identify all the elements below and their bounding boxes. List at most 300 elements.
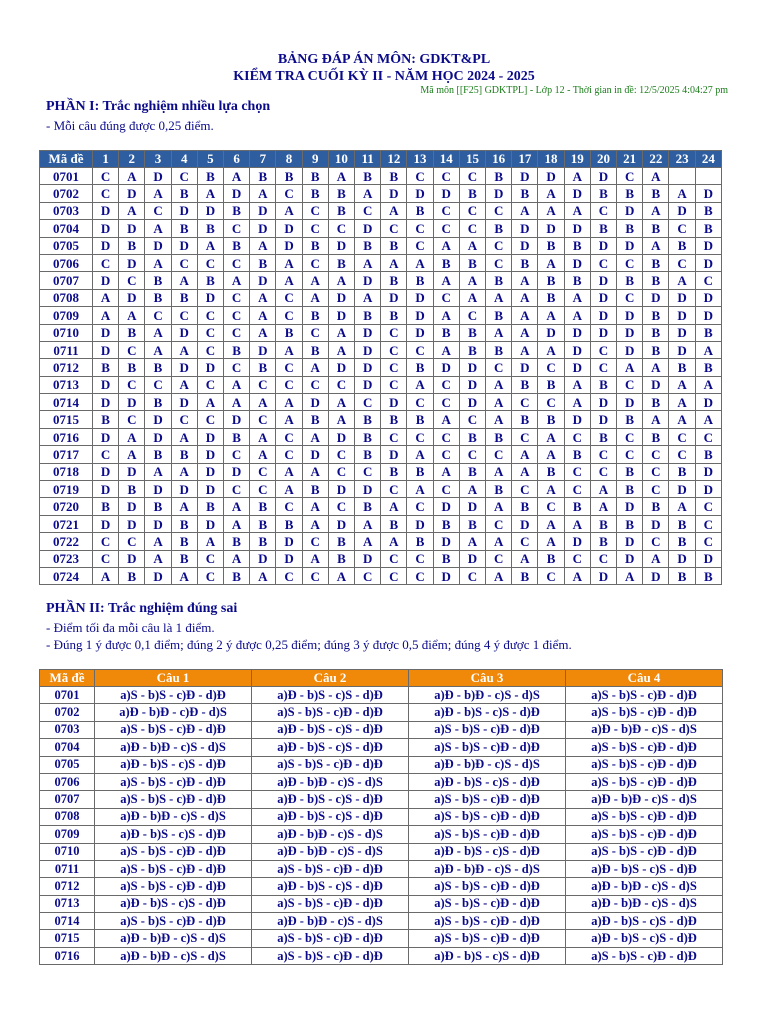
mc-answer-cell: C: [381, 481, 407, 498]
mc-answer-cell: B: [407, 359, 433, 376]
mc-answer-cell: C: [276, 307, 302, 324]
mc-answer-cell: B: [224, 428, 250, 445]
mc-answer-cell: C: [119, 341, 145, 358]
mc-answer-cell: C: [302, 202, 328, 219]
mc-answer-cell: D: [250, 550, 276, 567]
mc-answer-cell: D: [145, 515, 171, 532]
mc-answer-cell: B: [119, 481, 145, 498]
mc-answer-cell: D: [355, 359, 381, 376]
mc-answer-cell: B: [669, 237, 695, 254]
mc-answer-cell: A: [643, 411, 669, 428]
mc-answer-cell: A: [276, 341, 302, 358]
mc-answer-cell: A: [119, 307, 145, 324]
mc-answer-cell: D: [381, 394, 407, 411]
mc-question-header: 17: [512, 151, 538, 168]
mc-answer-cell: B: [459, 463, 485, 480]
mc-answer-cell: B: [590, 220, 616, 237]
tf-answer-cell: a)Đ - b)S - c)S - d)Đ: [252, 808, 409, 825]
mc-answer-cell: B: [433, 324, 459, 341]
exam-meta: Mã môn [[F25] GDKTPL] - Lớp 12 - Thời gian in đề: 12/5/2025 4:04:27 pm: [420, 85, 728, 96]
mc-answer-cell: A: [197, 237, 223, 254]
mc-answer-cell: D: [459, 550, 485, 567]
mc-answer-cell: D: [512, 515, 538, 532]
mc-answer-cell: A: [459, 272, 485, 289]
mc-answer-cell: D: [695, 394, 721, 411]
mc-answer-cell: A: [276, 394, 302, 411]
mc-answer-cell: B: [459, 254, 485, 271]
mc-answer-cell: C: [197, 341, 223, 358]
mc-table-row: [40, 498, 722, 515]
mc-answer-cell: A: [276, 202, 302, 219]
mc-answer-cell: C: [407, 341, 433, 358]
mc-answer-cell: B: [459, 185, 485, 202]
mc-table-row: [40, 411, 722, 428]
mc-answer-cell: A: [224, 376, 250, 393]
mc-answer-cell: B: [538, 411, 564, 428]
mc-answer-cell: B: [328, 185, 354, 202]
mc-answer-cell: D: [93, 237, 119, 254]
tf-answer-cell: a)Đ - b)S - c)S - d)Đ: [409, 704, 566, 721]
tf-answer-cell: a)S - b)S - c)Đ - d)Đ: [95, 913, 252, 930]
mc-exam-code: 0720: [40, 498, 93, 515]
mc-answer-cell: A: [643, 359, 669, 376]
mc-answer-cell: D: [617, 324, 643, 341]
tf-answer-cell: a)S - b)S - c)Đ - d)Đ: [566, 704, 723, 721]
mc-answer-cell: C: [93, 185, 119, 202]
mc-answer-cell: D: [459, 394, 485, 411]
mc-answer-cell: D: [695, 254, 721, 271]
mc-answer-cell: A: [433, 341, 459, 358]
mc-answer-cell: D: [145, 411, 171, 428]
mc-answer-cell: A: [433, 463, 459, 480]
mc-answer-cell: D: [695, 463, 721, 480]
tf-exam-code: 0701: [40, 687, 95, 704]
tf-exam-code: 0713: [40, 895, 95, 912]
mc-answer-cell: B: [617, 220, 643, 237]
mc-question-header: 16: [486, 151, 512, 168]
tf-answer-cell: a)Đ - b)S - c)S - d)Đ: [95, 826, 252, 843]
mc-answer-cell: B: [276, 168, 302, 185]
mc-answer-cell: B: [302, 481, 328, 498]
mc-answer-cell: B: [355, 307, 381, 324]
mc-exam-code: 0713: [40, 376, 93, 393]
mc-answer-cell: C: [381, 428, 407, 445]
mc-answer-cell: B: [459, 341, 485, 358]
tf-answer-cell: a)S - b)S - c)Đ - d)Đ: [409, 808, 566, 825]
mc-answer-cell: A: [564, 168, 590, 185]
tf-answer-cell: a)Đ - b)Đ - c)S - d)S: [409, 860, 566, 877]
mc-answer-cell: B: [695, 324, 721, 341]
mc-answer-cell: A: [433, 237, 459, 254]
tf-answer-cell: a)Đ - b)Đ - c)S - d)S: [252, 913, 409, 930]
mc-answer-cell: C: [276, 185, 302, 202]
tf-answer-cell: a)S - b)S - c)Đ - d)Đ: [566, 826, 723, 843]
mc-answer-cell: C: [381, 567, 407, 584]
tf-exam-code: 0707: [40, 791, 95, 808]
mc-table-row: [40, 272, 722, 289]
mc-answer-cell: A: [381, 202, 407, 219]
part2-note-scoring: - Đúng 1 ý được 0,1 điểm; đúng 2 ý được 0,25 điểm; đúng 3 ý được 0,5 điểm; đúng 4 ý được 1 điểm.: [46, 637, 572, 652]
mc-answer-cell: D: [171, 324, 197, 341]
mc-answer-cell: C: [695, 498, 721, 515]
mc-answer-cell: B: [433, 515, 459, 532]
mc-answer-cell: C: [381, 376, 407, 393]
mc-answer-cell: C: [224, 220, 250, 237]
mc-answer-cell: D: [617, 533, 643, 550]
mc-answer-cell: C: [381, 341, 407, 358]
tf-table-row: [40, 930, 723, 947]
mc-answer-cell: C: [171, 411, 197, 428]
mc-answer-cell: D: [564, 254, 590, 271]
mc-answer-cell: A: [355, 533, 381, 550]
tf-table-row: [40, 773, 723, 790]
multiple-choice-answer-table: [39, 150, 722, 585]
mc-answer-cell: D: [590, 567, 616, 584]
mc-answer-cell: C: [590, 254, 616, 271]
mc-answer-cell: A: [564, 307, 590, 324]
mc-answer-cell: D: [276, 237, 302, 254]
tf-answer-cell: a)S - b)S - c)Đ - d)Đ: [252, 947, 409, 964]
mc-answer-cell: B: [512, 411, 538, 428]
mc-answer-cell: B: [486, 272, 512, 289]
mc-answer-cell: B: [512, 498, 538, 515]
mc-exam-code: 0714: [40, 394, 93, 411]
mc-answer-cell: D: [695, 481, 721, 498]
mc-table-row: [40, 394, 722, 411]
mc-answer-cell: B: [617, 515, 643, 532]
mc-answer-cell: B: [171, 289, 197, 306]
tf-exam-code: 0704: [40, 739, 95, 756]
mc-answer-cell: D: [512, 359, 538, 376]
mc-answer-cell: A: [224, 394, 250, 411]
mc-answer-cell: C: [564, 428, 590, 445]
mc-answer-cell: C: [328, 220, 354, 237]
mc-exam-code: 0719: [40, 481, 93, 498]
mc-table-row: [40, 567, 722, 584]
mc-answer-cell: A: [197, 394, 223, 411]
mc-answer-cell: D: [512, 220, 538, 237]
mc-answer-cell: D: [93, 428, 119, 445]
mc-answer-cell: A: [486, 567, 512, 584]
tf-answer-cell: a)S - b)S - c)Đ - d)Đ: [409, 930, 566, 947]
mc-answer-cell: B: [669, 567, 695, 584]
tf-table-row: [40, 913, 723, 930]
tf-table-row: [40, 791, 723, 808]
mc-answer-cell: D: [119, 463, 145, 480]
mc-answer-cell: A: [171, 341, 197, 358]
mc-answer-cell: C: [328, 463, 354, 480]
mc-answer-cell: A: [538, 254, 564, 271]
mc-answer-cell: D: [669, 341, 695, 358]
mc-answer-cell: C: [355, 463, 381, 480]
mc-answer-cell: C: [590, 446, 616, 463]
mc-answer-cell: A: [512, 272, 538, 289]
mc-answer-cell: A: [538, 428, 564, 445]
tf-answer-cell: a)Đ - b)Đ - c)S - d)S: [566, 878, 723, 895]
tf-answer-cell: a)Đ - b)S - c)S - d)Đ: [409, 843, 566, 860]
mc-answer-cell: A: [93, 307, 119, 324]
mc-answer-cell: B: [512, 254, 538, 271]
mc-answer-cell: D: [643, 567, 669, 584]
mc-answer-cell: B: [669, 533, 695, 550]
mc-answer-cell: [669, 168, 695, 185]
tf-table-row: [40, 808, 723, 825]
mc-answer-cell: D: [302, 394, 328, 411]
mc-answer-cell: B: [512, 567, 538, 584]
part2-title: PHẦN II: Trắc nghiệm đúng sai: [46, 601, 238, 616]
mc-answer-cell: A: [643, 237, 669, 254]
mc-answer-cell: C: [433, 289, 459, 306]
mc-answer-cell: B: [171, 515, 197, 532]
mc-answer-cell: C: [669, 254, 695, 271]
mc-question-header: 7: [250, 151, 276, 168]
mc-header-row: [40, 151, 722, 168]
mc-answer-cell: D: [197, 515, 223, 532]
mc-answer-cell: D: [590, 324, 616, 341]
mc-question-header: 8: [276, 151, 302, 168]
mc-answer-cell: D: [171, 359, 197, 376]
mc-answer-cell: B: [695, 359, 721, 376]
mc-question-header: 21: [617, 151, 643, 168]
mc-answer-cell: D: [302, 446, 328, 463]
mc-answer-cell: B: [407, 533, 433, 550]
mc-answer-cell: C: [197, 567, 223, 584]
mc-answer-cell: C: [276, 446, 302, 463]
mc-answer-cell: A: [93, 567, 119, 584]
mc-answer-cell: B: [643, 220, 669, 237]
mc-answer-cell: A: [224, 272, 250, 289]
tf-answer-cell: a)S - b)S - c)Đ - d)Đ: [566, 739, 723, 756]
mc-answer-cell: A: [276, 254, 302, 271]
tf-exam-code: 0703: [40, 721, 95, 738]
mc-answer-cell: A: [512, 324, 538, 341]
mc-answer-cell: A: [433, 411, 459, 428]
mc-answer-cell: A: [669, 272, 695, 289]
tf-answer-cell: a)S - b)S - c)Đ - d)Đ: [252, 704, 409, 721]
mc-answer-cell: C: [93, 446, 119, 463]
mc-question-header: 23: [669, 151, 695, 168]
mc-answer-cell: D: [459, 359, 485, 376]
mc-answer-cell: B: [695, 446, 721, 463]
mc-answer-cell: C: [617, 446, 643, 463]
tf-answer-cell: a)Đ - b)Đ - c)S - d)S: [95, 739, 252, 756]
mc-answer-cell: B: [171, 185, 197, 202]
mc-answer-cell: B: [355, 237, 381, 254]
mc-answer-cell: D: [564, 533, 590, 550]
mc-answer-cell: C: [433, 394, 459, 411]
mc-answer-cell: A: [145, 550, 171, 567]
mc-question-header: 11: [355, 151, 381, 168]
mc-answer-cell: C: [459, 220, 485, 237]
mc-answer-cell: D: [564, 411, 590, 428]
mc-answer-cell: D: [250, 202, 276, 219]
mc-answer-cell: A: [328, 567, 354, 584]
mc-answer-cell: D: [512, 168, 538, 185]
tf-exam-code: 0710: [40, 843, 95, 860]
mc-answer-cell: D: [224, 411, 250, 428]
mc-answer-cell: B: [145, 272, 171, 289]
mc-question-header: 6: [224, 151, 250, 168]
mc-answer-cell: A: [171, 498, 197, 515]
mc-answer-cell: C: [302, 254, 328, 271]
mc-question-header: 12: [381, 151, 407, 168]
tf-answer-cell: a)Đ - b)Đ - c)S - d)S: [252, 843, 409, 860]
mc-answer-cell: A: [669, 394, 695, 411]
mc-table-row: [40, 446, 722, 463]
mc-answer-cell: D: [145, 168, 171, 185]
mc-answer-cell: A: [512, 463, 538, 480]
tf-answer-cell: a)Đ - b)S - c)S - d)Đ: [252, 878, 409, 895]
mc-answer-cell: C: [643, 446, 669, 463]
mc-answer-cell: B: [459, 515, 485, 532]
mc-answer-cell: B: [171, 220, 197, 237]
mc-answer-cell: D: [93, 376, 119, 393]
mc-answer-cell: C: [381, 220, 407, 237]
mc-answer-cell: D: [669, 481, 695, 498]
tf-answer-cell: a)S - b)S - c)Đ - d)Đ: [409, 878, 566, 895]
mc-answer-cell: B: [617, 185, 643, 202]
part2-note-max: - Điểm tối đa mỗi câu là 1 điểm.: [46, 620, 215, 635]
mc-answer-cell: A: [355, 185, 381, 202]
mc-exam-code: 0723: [40, 550, 93, 567]
mc-question-header: 13: [407, 151, 433, 168]
mc-answer-cell: D: [459, 498, 485, 515]
mc-answer-cell: A: [538, 307, 564, 324]
part1-note: - Mỗi câu đúng được 0,25 điểm.: [46, 118, 214, 133]
mc-answer-cell: D: [171, 237, 197, 254]
tf-code-header: Mã đề: [40, 670, 95, 687]
mc-answer-cell: B: [643, 254, 669, 271]
mc-answer-cell: D: [433, 498, 459, 515]
mc-answer-cell: C: [197, 254, 223, 271]
mc-answer-cell: B: [145, 359, 171, 376]
mc-answer-cell: A: [171, 463, 197, 480]
mc-answer-cell: A: [250, 237, 276, 254]
tf-question-header: Câu 4: [566, 670, 723, 687]
mc-answer-cell: B: [486, 481, 512, 498]
mc-answer-cell: C: [538, 359, 564, 376]
tf-answer-cell: a)S - b)S - c)Đ - d)Đ: [566, 687, 723, 704]
mc-answer-cell: D: [276, 550, 302, 567]
mc-answer-cell: D: [119, 254, 145, 271]
mc-answer-cell: A: [119, 202, 145, 219]
mc-answer-cell: D: [93, 515, 119, 532]
tf-answer-cell: a)Đ - b)Đ - c)S - d)S: [252, 773, 409, 790]
mc-answer-cell: A: [250, 428, 276, 445]
mc-answer-cell: B: [302, 185, 328, 202]
mc-answer-cell: D: [695, 185, 721, 202]
mc-answer-cell: B: [224, 202, 250, 219]
mc-answer-cell: D: [590, 168, 616, 185]
mc-answer-cell: A: [171, 428, 197, 445]
tf-table-row: [40, 756, 723, 773]
mc-answer-cell: D: [93, 394, 119, 411]
tf-exam-code: 0702: [40, 704, 95, 721]
mc-answer-cell: B: [250, 533, 276, 550]
mc-answer-cell: B: [93, 498, 119, 515]
mc-answer-cell: B: [590, 515, 616, 532]
mc-answer-cell: C: [328, 376, 354, 393]
mc-answer-cell: A: [119, 168, 145, 185]
mc-exam-code: 0703: [40, 202, 93, 219]
tf-answer-cell: a)Đ - b)Đ - c)S - d)S: [95, 808, 252, 825]
mc-answer-cell: D: [695, 289, 721, 306]
mc-answer-cell: D: [93, 272, 119, 289]
mc-answer-cell: A: [381, 498, 407, 515]
mc-answer-cell: A: [119, 446, 145, 463]
mc-answer-cell: C: [617, 289, 643, 306]
mc-answer-cell: C: [590, 341, 616, 358]
tf-exam-code: 0705: [40, 756, 95, 773]
mc-table-row: [40, 376, 722, 393]
mc-answer-cell: C: [171, 307, 197, 324]
tf-answer-cell: a)Đ - b)S - c)S - d)Đ: [566, 930, 723, 947]
mc-question-header: 20: [590, 151, 616, 168]
mc-answer-cell: D: [355, 324, 381, 341]
tf-answer-cell: a)S - b)S - c)Đ - d)Đ: [252, 860, 409, 877]
tf-question-header: Câu 3: [409, 670, 566, 687]
mc-answer-cell: B: [486, 307, 512, 324]
mc-exam-code: 0706: [40, 254, 93, 271]
mc-answer-cell: D: [564, 185, 590, 202]
tf-exam-code: 0716: [40, 947, 95, 964]
mc-answer-cell: C: [381, 550, 407, 567]
mc-answer-cell: A: [119, 428, 145, 445]
mc-answer-cell: B: [224, 341, 250, 358]
mc-answer-cell: D: [119, 394, 145, 411]
tf-answer-cell: a)Đ - b)S - c)S - d)Đ: [252, 739, 409, 756]
true-false-answer-table: [39, 669, 723, 965]
mc-answer-cell: C: [643, 481, 669, 498]
mc-answer-cell: A: [486, 324, 512, 341]
mc-answer-cell: A: [486, 463, 512, 480]
mc-answer-cell: D: [355, 481, 381, 498]
mc-answer-cell: B: [171, 550, 197, 567]
mc-answer-cell: D: [145, 428, 171, 445]
mc-answer-cell: C: [564, 481, 590, 498]
mc-answer-cell: D: [145, 237, 171, 254]
mc-answer-cell: D: [328, 428, 354, 445]
mc-answer-cell: C: [433, 376, 459, 393]
mc-answer-cell: D: [512, 237, 538, 254]
mc-answer-cell: C: [407, 220, 433, 237]
tf-answer-cell: a)S - b)S - c)Đ - d)Đ: [566, 947, 723, 964]
mc-answer-cell: C: [145, 202, 171, 219]
tf-table-row: [40, 739, 723, 756]
mc-answer-cell: A: [564, 376, 590, 393]
tf-exam-code: 0715: [40, 930, 95, 947]
mc-answer-cell: C: [328, 446, 354, 463]
mc-answer-cell: A: [564, 567, 590, 584]
mc-answer-cell: C: [512, 481, 538, 498]
tf-answer-cell: a)Đ - b)S - c)S - d)Đ: [252, 721, 409, 738]
tf-answer-cell: a)Đ - b)Đ - c)S - d)S: [566, 791, 723, 808]
mc-exam-code: 0724: [40, 567, 93, 584]
mc-answer-cell: A: [564, 515, 590, 532]
mc-answer-cell: D: [93, 220, 119, 237]
mc-answer-cell: B: [564, 498, 590, 515]
mc-answer-cell: A: [250, 307, 276, 324]
mc-answer-cell: D: [564, 359, 590, 376]
mc-answer-cell: D: [276, 533, 302, 550]
tf-answer-cell: a)Đ - b)Đ - c)S - d)S: [566, 895, 723, 912]
mc-answer-cell: B: [328, 550, 354, 567]
mc-exam-code: 0708: [40, 289, 93, 306]
mc-answer-cell: D: [145, 567, 171, 584]
mc-table-row: [40, 185, 722, 202]
mc-answer-cell: A: [407, 446, 433, 463]
mc-answer-cell: B: [512, 376, 538, 393]
